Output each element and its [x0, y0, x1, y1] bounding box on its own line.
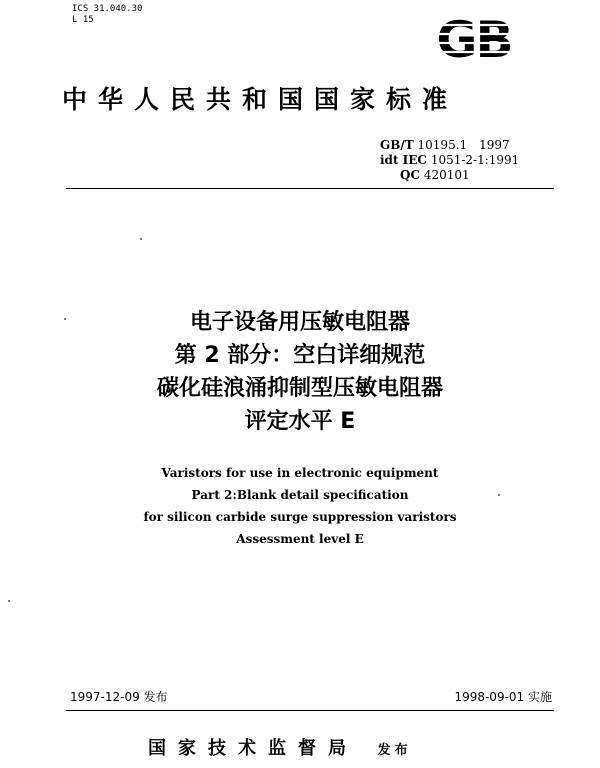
gb-code-line [380, 138, 519, 153]
implementation-date: 1998-09-01 实施 [454, 690, 552, 704]
chinese-title [0, 306, 600, 438]
classification-codes [72, 4, 142, 26]
scan-speck [498, 494, 500, 496]
standard-codes [380, 138, 519, 183]
qc-code-line [380, 168, 519, 183]
scan-speck [8, 600, 10, 602]
english-title-line-4: Assessment level E [236, 532, 364, 546]
chinese-title-line-2: 第 2 部分：空白详细规范 [174, 343, 426, 368]
gb-number: 10195.1 1997 [417, 138, 510, 152]
ccs-code: L 15 [72, 15, 94, 25]
scan-speck [140, 238, 142, 240]
gb-logo [418, 16, 530, 62]
header-divider [66, 188, 554, 189]
issuer-action: 发布 [377, 743, 412, 758]
idt-prefix: idt IEC [380, 153, 427, 167]
gb-prefix: GB/T [380, 138, 414, 152]
chinese-title-line-3: 碳化硅浪涌抑制型压敏电阻器 [156, 376, 443, 401]
chinese-title-line-4: 评定水平 E [244, 409, 356, 434]
national-standard-title: 中华人民共和国国家标准 [62, 85, 459, 114]
chinese-title-line-1: 电子设备用压敏电阻器 [189, 310, 410, 335]
idt-code-line [380, 153, 519, 168]
gb-logo-text: GB [436, 16, 512, 62]
qc-number: 420101 [423, 168, 470, 182]
english-title-line-3: for silicon carbide surge suppression varistors [143, 510, 457, 524]
idt-number: 1051-2-1:1991 [430, 153, 520, 167]
english-title-line-2: Part 2:Blank detail specification [191, 488, 409, 502]
ics-code: ICS 31.040.30 [72, 4, 143, 14]
english-title [0, 462, 600, 550]
qc-prefix: QC [400, 168, 421, 182]
issue-date: 1997-12-09 发布 [70, 690, 168, 704]
issuer-line [148, 734, 412, 760]
scan-speck [64, 318, 66, 320]
footer-divider [66, 710, 554, 711]
issuing-organization: 国家技术监督局 [148, 738, 358, 759]
english-title-line-1: Varistors for use in electronic equipment [161, 466, 439, 480]
